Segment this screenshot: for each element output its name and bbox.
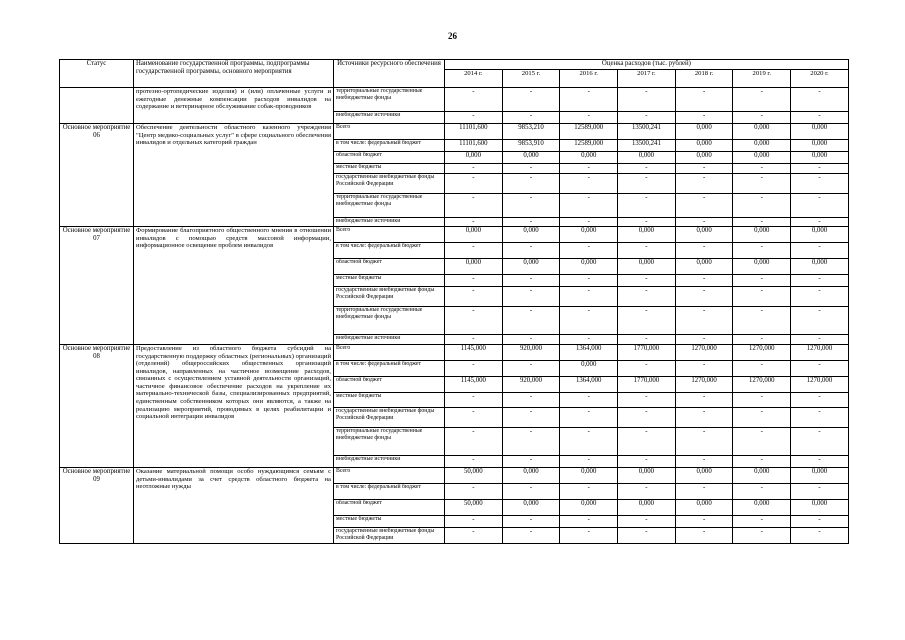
year-header-2015: 2015 г. bbox=[502, 70, 560, 88]
value-cell: 1270,000 bbox=[675, 377, 733, 393]
value-cell: - bbox=[502, 408, 560, 428]
value-cell: 12589,000 bbox=[560, 124, 618, 140]
source-cell: местные бюджеты bbox=[334, 516, 445, 528]
value-cell: - bbox=[618, 275, 676, 287]
estimate-header: Оценка расходов (тыс. рублей) bbox=[445, 60, 849, 70]
value-cell: - bbox=[502, 88, 560, 112]
value-cell: 0,000 bbox=[675, 140, 733, 152]
value-cell: 0,000 bbox=[733, 259, 791, 275]
source-cell: государственные внебюджетные фонды Российской Федерации bbox=[334, 408, 445, 428]
value-cell: - bbox=[618, 194, 676, 218]
value-cell: - bbox=[618, 484, 676, 500]
source-cell: территориальные государственные внебюджетные фонды bbox=[334, 88, 445, 112]
value-cell: 11101,600 bbox=[445, 124, 503, 140]
value-cell: 0,000 bbox=[791, 227, 849, 243]
value-cell: - bbox=[791, 218, 849, 227]
source-cell: местные бюджеты bbox=[334, 275, 445, 287]
table-header bbox=[60, 60, 849, 88]
value-cell: 0,000 bbox=[675, 152, 733, 164]
value-cell: - bbox=[675, 408, 733, 428]
table-row bbox=[60, 345, 849, 361]
value-cell: - bbox=[560, 218, 618, 227]
source-cell: Всего bbox=[334, 345, 445, 361]
value-cell: 1770,000 bbox=[618, 377, 676, 393]
value-cell: 0,000 bbox=[733, 468, 791, 484]
page-number: 26 bbox=[448, 31, 457, 41]
value-cell: - bbox=[560, 164, 618, 174]
value-cell: 11101,600 bbox=[445, 140, 503, 152]
sources-header: Источники ресурсного обеспечения bbox=[334, 60, 445, 88]
value-cell: - bbox=[791, 164, 849, 174]
value-cell: 0,000 bbox=[618, 259, 676, 275]
value-cell: - bbox=[791, 456, 849, 468]
budget-table bbox=[59, 59, 849, 544]
value-cell: - bbox=[502, 287, 560, 307]
value-cell: 0,000 bbox=[733, 140, 791, 152]
value-cell: 0,000 bbox=[618, 468, 676, 484]
value-cell: - bbox=[445, 408, 503, 428]
value-cell: - bbox=[675, 218, 733, 227]
measure-name-cell: протезно-ортопедические изделия) и (или) оплаченные услуги и ежегодные денежные компенсации расходов инвалидов на содержание и ветеринарное обслуживание собак-проводников bbox=[134, 88, 334, 124]
status-cell: Основное мероприятие 08 bbox=[60, 345, 134, 468]
value-cell: - bbox=[560, 456, 618, 468]
value-cell: - bbox=[618, 243, 676, 259]
status-cell: Основное мероприятие 06 bbox=[60, 124, 134, 227]
value-cell: - bbox=[733, 194, 791, 218]
value-cell: - bbox=[445, 164, 503, 174]
value-cell: 1145,000 bbox=[445, 345, 503, 361]
value-cell: - bbox=[560, 194, 618, 218]
table-row bbox=[60, 88, 849, 112]
source-cell: областной бюджет bbox=[334, 152, 445, 164]
source-cell: государственные внебюджетные фонды Российской Федерации bbox=[334, 287, 445, 307]
value-cell: - bbox=[560, 484, 618, 500]
value-cell: - bbox=[675, 456, 733, 468]
value-cell: - bbox=[618, 218, 676, 227]
value-cell: - bbox=[502, 275, 560, 287]
value-cell: - bbox=[733, 456, 791, 468]
status-cell: Основное мероприятие 09 bbox=[60, 468, 134, 544]
source-cell: внебюджетные источники bbox=[334, 218, 445, 227]
value-cell: - bbox=[733, 287, 791, 307]
value-cell: - bbox=[675, 112, 733, 124]
source-cell: местные бюджеты bbox=[334, 164, 445, 174]
value-cell: - bbox=[675, 516, 733, 528]
value-cell: 0,000 bbox=[791, 468, 849, 484]
value-cell: - bbox=[560, 287, 618, 307]
value-cell: - bbox=[675, 194, 733, 218]
value-cell: 0,000 bbox=[502, 259, 560, 275]
value-cell: - bbox=[445, 528, 503, 544]
value-cell: 1364,000 bbox=[560, 377, 618, 393]
source-cell: внебюджетные источники bbox=[334, 112, 445, 124]
value-cell: - bbox=[560, 335, 618, 345]
value-cell: - bbox=[675, 307, 733, 335]
value-cell: - bbox=[675, 335, 733, 345]
value-cell: - bbox=[560, 88, 618, 112]
value-cell: - bbox=[445, 428, 503, 456]
value-cell: - bbox=[618, 335, 676, 345]
source-cell: местные бюджеты bbox=[334, 393, 445, 408]
value-cell: - bbox=[445, 361, 503, 377]
value-cell: 0,000 bbox=[560, 227, 618, 243]
year-header-2019: 2019 г. bbox=[733, 70, 791, 88]
value-cell: - bbox=[733, 428, 791, 456]
value-cell: - bbox=[733, 243, 791, 259]
source-cell: Всего bbox=[334, 468, 445, 484]
value-cell: - bbox=[445, 275, 503, 287]
value-cell: 0,000 bbox=[675, 124, 733, 140]
value-cell: - bbox=[445, 484, 503, 500]
value-cell: - bbox=[733, 335, 791, 345]
value-cell: 13500,241 bbox=[618, 124, 676, 140]
source-cell: территориальные государственные внебюджетные фонды bbox=[334, 194, 445, 218]
value-cell: - bbox=[791, 408, 849, 428]
value-cell: - bbox=[560, 408, 618, 428]
value-cell: - bbox=[502, 174, 560, 194]
value-cell: - bbox=[618, 361, 676, 377]
value-cell: - bbox=[733, 484, 791, 500]
value-cell: 1770,000 bbox=[618, 345, 676, 361]
value-cell: - bbox=[733, 393, 791, 408]
value-cell: 9853,910 bbox=[502, 140, 560, 152]
measure-name-cell: Формирование благоприятного общественного мнения в отношении инвалидов с помощью средств массовой информации, информационное освещение проблем инвалидов bbox=[134, 227, 334, 345]
value-cell: - bbox=[618, 428, 676, 456]
value-cell: - bbox=[791, 174, 849, 194]
value-cell: - bbox=[791, 335, 849, 345]
value-cell: - bbox=[445, 88, 503, 112]
value-cell: 50,000 bbox=[445, 468, 503, 484]
value-cell: - bbox=[502, 218, 560, 227]
value-cell: - bbox=[675, 88, 733, 112]
value-cell: - bbox=[675, 361, 733, 377]
year-header-2018: 2018 г. bbox=[675, 70, 733, 88]
value-cell: - bbox=[618, 528, 676, 544]
value-cell: 0,000 bbox=[791, 259, 849, 275]
value-cell: - bbox=[618, 174, 676, 194]
source-cell: в том числе: федеральный бюджет bbox=[334, 484, 445, 500]
value-cell: 0,000 bbox=[560, 152, 618, 164]
measure-name-cell: Предоставление из областного бюджета субсидий на государственную поддержку областных (региональных) организаций (отделений) общероссийских общественных организаций инвалидов, направленных на частичное возмещение расходов, связанных с осуществлением уставной деятельности организаций, частичное финансовое обеспечение расходов на укрепление их материально-технической базы, специализированных предприятий, единственным собственником которых они являются, а также на реализацию мероприятий, проводимых в целях реабилитации и социальной интеграции инвалидов bbox=[134, 345, 334, 468]
source-cell: внебюджетные источники bbox=[334, 335, 445, 345]
value-cell: 0,000 bbox=[502, 152, 560, 164]
value-cell: - bbox=[791, 275, 849, 287]
value-cell: 0,000 bbox=[733, 500, 791, 516]
value-cell: 0,000 bbox=[733, 124, 791, 140]
value-cell: 1270,000 bbox=[791, 377, 849, 393]
value-cell: - bbox=[618, 456, 676, 468]
value-cell: - bbox=[733, 218, 791, 227]
value-cell: 1270,000 bbox=[791, 345, 849, 361]
value-cell: - bbox=[733, 164, 791, 174]
value-cell: - bbox=[733, 275, 791, 287]
value-cell: - bbox=[733, 361, 791, 377]
table-row bbox=[60, 124, 849, 140]
source-cell: в том числе: федеральный бюджет bbox=[334, 243, 445, 259]
value-cell: - bbox=[502, 361, 560, 377]
value-cell: - bbox=[445, 243, 503, 259]
table-body bbox=[60, 88, 849, 544]
source-cell: Всего bbox=[334, 227, 445, 243]
year-header-2016: 2016 г. bbox=[560, 70, 618, 88]
value-cell: - bbox=[618, 88, 676, 112]
value-cell: - bbox=[791, 243, 849, 259]
value-cell: - bbox=[618, 307, 676, 335]
value-cell: - bbox=[445, 112, 503, 124]
value-cell: - bbox=[502, 456, 560, 468]
value-cell: - bbox=[502, 393, 560, 408]
value-cell: 0,000 bbox=[791, 500, 849, 516]
value-cell: 920,000 bbox=[502, 345, 560, 361]
value-cell: 0,000 bbox=[560, 259, 618, 275]
year-header-2014: 2014 г. bbox=[445, 70, 503, 88]
value-cell: - bbox=[502, 484, 560, 500]
value-cell: - bbox=[445, 307, 503, 335]
value-cell: 0,000 bbox=[791, 124, 849, 140]
value-cell: 12589,000 bbox=[560, 140, 618, 152]
value-cell: - bbox=[502, 194, 560, 218]
value-cell: - bbox=[791, 516, 849, 528]
status-cell bbox=[60, 88, 134, 124]
value-cell: - bbox=[445, 194, 503, 218]
value-cell: - bbox=[618, 287, 676, 307]
value-cell: - bbox=[618, 164, 676, 174]
value-cell: 0,000 bbox=[791, 140, 849, 152]
value-cell: - bbox=[502, 516, 560, 528]
value-cell: - bbox=[791, 307, 849, 335]
value-cell: - bbox=[675, 428, 733, 456]
value-cell: 0,000 bbox=[445, 227, 503, 243]
table-row bbox=[60, 227, 849, 243]
value-cell: 13500,241 bbox=[618, 140, 676, 152]
source-cell: государственные внебюджетные фонды Российской Федерации bbox=[334, 174, 445, 194]
value-cell: - bbox=[791, 287, 849, 307]
value-cell: 50,000 bbox=[445, 500, 503, 516]
value-cell: 1364,000 bbox=[560, 345, 618, 361]
value-cell: - bbox=[675, 243, 733, 259]
value-cell: 0,000 bbox=[445, 259, 503, 275]
value-cell: - bbox=[733, 88, 791, 112]
value-cell: - bbox=[791, 393, 849, 408]
value-cell: - bbox=[675, 164, 733, 174]
value-cell: 0,000 bbox=[675, 468, 733, 484]
year-header-2017: 2017 г. bbox=[618, 70, 676, 88]
value-cell: - bbox=[445, 335, 503, 345]
value-cell: 0,000 bbox=[618, 152, 676, 164]
value-cell: 0,000 bbox=[560, 468, 618, 484]
table-row bbox=[60, 468, 849, 484]
value-cell: - bbox=[791, 484, 849, 500]
source-cell: Всего bbox=[334, 124, 445, 140]
value-cell: - bbox=[675, 275, 733, 287]
value-cell: - bbox=[733, 307, 791, 335]
value-cell: 1145,000 bbox=[445, 377, 503, 393]
value-cell: 0,000 bbox=[733, 227, 791, 243]
value-cell: - bbox=[560, 393, 618, 408]
status-header: Статус bbox=[60, 60, 134, 88]
value-cell: - bbox=[675, 393, 733, 408]
value-cell: - bbox=[502, 164, 560, 174]
value-cell: - bbox=[445, 218, 503, 227]
value-cell: - bbox=[733, 174, 791, 194]
value-cell: - bbox=[502, 112, 560, 124]
value-cell: 0,000 bbox=[445, 152, 503, 164]
value-cell: - bbox=[502, 243, 560, 259]
value-cell: - bbox=[502, 528, 560, 544]
source-cell: в том числе: федеральный бюджет bbox=[334, 140, 445, 152]
value-cell: 0,000 bbox=[675, 259, 733, 275]
value-cell: - bbox=[445, 516, 503, 528]
value-cell: - bbox=[791, 528, 849, 544]
value-cell: 920,000 bbox=[502, 377, 560, 393]
value-cell: - bbox=[791, 112, 849, 124]
value-cell: - bbox=[618, 112, 676, 124]
source-cell: областной бюджет bbox=[334, 259, 445, 275]
value-cell: - bbox=[560, 174, 618, 194]
value-cell: 0,000 bbox=[560, 500, 618, 516]
value-cell: - bbox=[445, 287, 503, 307]
value-cell: - bbox=[445, 174, 503, 194]
value-cell: 1270,000 bbox=[733, 377, 791, 393]
value-cell: - bbox=[675, 174, 733, 194]
value-cell: 0,000 bbox=[791, 152, 849, 164]
measure-name-cell: Оказание материальной помощи особо нуждающимся семьям с детьми-инвалидами за счет средств областного бюджета на неотложные нужды bbox=[134, 468, 334, 544]
value-cell: 0,000 bbox=[502, 227, 560, 243]
source-cell: в том числе: федеральный бюджет bbox=[334, 361, 445, 377]
value-cell: - bbox=[618, 393, 676, 408]
value-cell: - bbox=[618, 516, 676, 528]
value-cell: 0,000 bbox=[618, 500, 676, 516]
value-cell: - bbox=[445, 393, 503, 408]
value-cell: - bbox=[560, 307, 618, 335]
value-cell: 1270,000 bbox=[733, 345, 791, 361]
value-cell: - bbox=[445, 456, 503, 468]
value-cell: 0,000 bbox=[675, 227, 733, 243]
value-cell: - bbox=[733, 112, 791, 124]
source-cell: областной бюджет bbox=[334, 377, 445, 393]
source-cell: территориальные государственные внебюджетные фонды bbox=[334, 307, 445, 335]
value-cell: - bbox=[675, 528, 733, 544]
value-cell: 0,000 bbox=[502, 468, 560, 484]
value-cell: - bbox=[618, 408, 676, 428]
value-cell: - bbox=[502, 335, 560, 345]
value-cell: - bbox=[560, 243, 618, 259]
value-cell: 9853,210 bbox=[502, 124, 560, 140]
value-cell: 0,000 bbox=[618, 227, 676, 243]
value-cell: - bbox=[560, 428, 618, 456]
value-cell: - bbox=[791, 428, 849, 456]
status-cell: Основное мероприятие 07 bbox=[60, 227, 134, 345]
value-cell: - bbox=[791, 88, 849, 112]
year-header-2020: 2020 г. bbox=[791, 70, 849, 88]
value-cell: - bbox=[560, 528, 618, 544]
source-cell: внебюджетные источники bbox=[334, 456, 445, 468]
value-cell: - bbox=[502, 307, 560, 335]
value-cell: 1270,000 bbox=[675, 345, 733, 361]
value-cell: - bbox=[791, 361, 849, 377]
value-cell: - bbox=[791, 194, 849, 218]
source-cell: территориальные государственные внебюджетные фонды bbox=[334, 428, 445, 456]
value-cell: - bbox=[675, 287, 733, 307]
value-cell: 0,000 bbox=[560, 361, 618, 377]
value-cell: 0,000 bbox=[733, 152, 791, 164]
measure-name-cell: Обеспечение деятельности областного казенного учреждения "Центр медико-социальных услуг" в сфере социального обеспечения инвалидов и отдельных категорий граждан bbox=[134, 124, 334, 227]
value-cell: - bbox=[560, 275, 618, 287]
value-cell: 0,000 bbox=[502, 500, 560, 516]
value-cell: - bbox=[560, 112, 618, 124]
value-cell: - bbox=[733, 408, 791, 428]
value-cell: - bbox=[560, 516, 618, 528]
value-cell: - bbox=[733, 528, 791, 544]
name-header: Наименование государственной программы, подпрограммы государственной программы, основного мероприятия bbox=[134, 60, 334, 88]
source-cell: государственные внебюджетные фонды Российской Федерации bbox=[334, 528, 445, 544]
value-cell: - bbox=[733, 516, 791, 528]
value-cell: - bbox=[502, 428, 560, 456]
value-cell: - bbox=[675, 484, 733, 500]
value-cell: 0,000 bbox=[675, 500, 733, 516]
source-cell: областной бюджет bbox=[334, 500, 445, 516]
